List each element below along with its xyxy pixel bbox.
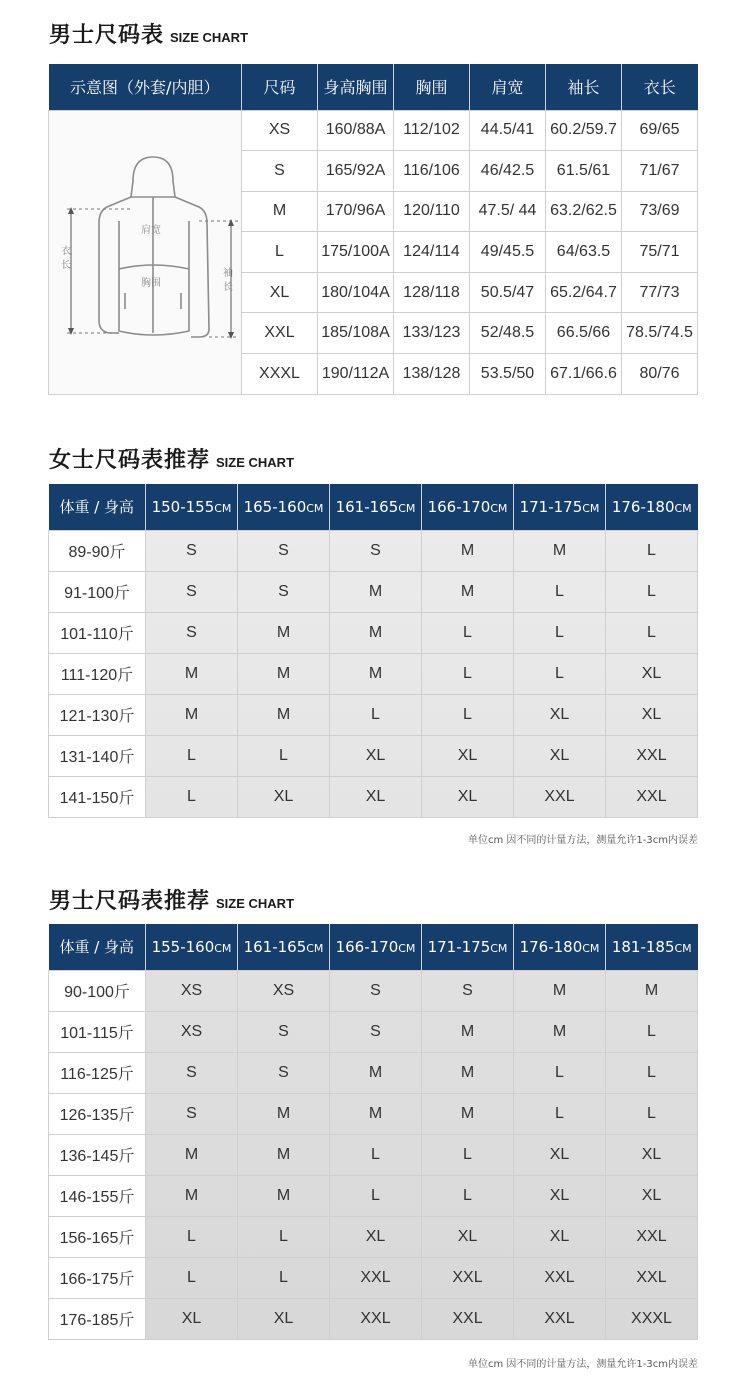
women-recommend-title-cn: 女士尺码表推荐 <box>49 448 211 473</box>
weight-cell: 146-155斤 <box>49 1175 146 1216</box>
measure-cell: 138/128 <box>394 353 470 394</box>
measure-cell: 47.5/ 44 <box>470 191 546 232</box>
women-recommend-header-row <box>49 484 698 530</box>
men-recommend-note: 单位cm 因不同的计量方法，测量允许1-3cm内误差 <box>468 1359 698 1370</box>
measure-cell: 128/118 <box>394 272 470 313</box>
table-row <box>49 571 698 612</box>
size-cell: L <box>238 1216 330 1257</box>
size-cell: XXL <box>514 1257 606 1298</box>
size-cell: XXXL <box>242 353 318 394</box>
measure-cell: 165/92A <box>318 151 394 192</box>
men-size-chart-title-en: SIZE CHART <box>170 30 249 45</box>
table-row <box>49 612 698 653</box>
length-label: 衣 长 <box>61 245 71 271</box>
weight-cell: 131-140斤 <box>49 735 146 776</box>
size-cell: M <box>146 694 238 735</box>
size-cell: XL <box>606 653 698 694</box>
men-recommend-title-cn: 男士尺码表推荐 <box>49 889 211 914</box>
chest-label: 胸围 <box>141 277 161 289</box>
measure-cell: 180/104A <box>318 272 394 313</box>
table-row <box>49 1216 698 1257</box>
men_rec-corner-header: 体重 / 身高 <box>49 924 146 970</box>
size-cell: XXL <box>606 1257 698 1298</box>
height-range: 176-180 <box>611 497 675 516</box>
size-cell: XS <box>242 110 318 151</box>
weight-cell: 156-165斤 <box>49 1216 146 1257</box>
size-cell: L <box>146 735 238 776</box>
table-row <box>49 1175 698 1216</box>
height-range: 181-185 <box>611 937 675 956</box>
size-cell: M <box>330 571 422 612</box>
weight-cell: 91-100斤 <box>49 571 146 612</box>
women-recommend-note: 单位cm 因不同的计量方法，测量允许1-3cm内误差 <box>468 835 698 846</box>
measure-cell: 66.5/66 <box>546 313 622 354</box>
height-unit: CM <box>214 501 232 515</box>
men-size-chart-table <box>48 64 698 395</box>
size-cell: L <box>238 1257 330 1298</box>
size-cell: S <box>146 530 238 571</box>
table-row <box>49 1052 698 1093</box>
size-cell: L <box>514 571 606 612</box>
size-cell: XXL <box>606 735 698 776</box>
table-row <box>49 970 698 1011</box>
size-cell: M <box>330 653 422 694</box>
size-cell: S <box>238 571 330 612</box>
measure-cell: 60.2/59.7 <box>546 110 622 151</box>
height-range: 166-170 <box>335 937 399 956</box>
measure-cell: 44.5/41 <box>470 110 546 151</box>
size-cell: L <box>146 1216 238 1257</box>
table-row <box>49 1011 698 1052</box>
height-unit: CM <box>306 941 324 955</box>
women-recommend-table <box>48 484 698 818</box>
men_rec-height-header-3 <box>422 924 514 970</box>
size-cell: S <box>422 970 514 1011</box>
measure-cell: 124/114 <box>394 232 470 273</box>
women_rec-corner-header: 体重 / 身高 <box>49 484 146 530</box>
size-cell: S <box>242 151 318 192</box>
measure-cell: 77/73 <box>622 272 698 313</box>
men-size-chart-title-cn: 男士尺码表 <box>49 23 165 48</box>
size-cell: XL <box>422 776 514 817</box>
height-range: 171-175 <box>427 937 491 956</box>
height-range: 155-160 <box>151 937 215 956</box>
height-unit: CM <box>398 501 416 515</box>
men_rec-height-header-5 <box>606 924 698 970</box>
men-chart-header-3: 胸围 <box>394 64 470 110</box>
measure-cell: 64/63.5 <box>546 232 622 273</box>
size-cell: L <box>606 1011 698 1052</box>
size-cell: L <box>422 694 514 735</box>
size-cell: L <box>514 653 606 694</box>
measure-cell: 185/108A <box>318 313 394 354</box>
size-cell: S <box>238 530 330 571</box>
height-range: 161-165 <box>243 937 307 956</box>
size-cell: XXL <box>514 1298 606 1339</box>
size-cell: M <box>422 530 514 571</box>
size-cell: XXL <box>422 1257 514 1298</box>
women_rec-height-header-5 <box>606 484 698 530</box>
size-cell: XL <box>514 1134 606 1175</box>
men_rec-height-header-4 <box>514 924 606 970</box>
table-row <box>49 653 698 694</box>
women_rec-height-header-2 <box>330 484 422 530</box>
men-chart-header-6: 衣长 <box>622 64 698 110</box>
table-row <box>49 1134 698 1175</box>
size-cell: M <box>514 970 606 1011</box>
table-row <box>49 530 698 571</box>
size-cell: M <box>422 1052 514 1093</box>
men-recommend-title-en: SIZE CHART <box>216 896 295 911</box>
measure-cell: 190/112A <box>318 353 394 394</box>
measure-cell: 50.5/47 <box>470 272 546 313</box>
size-cell: M <box>238 612 330 653</box>
size-cell: M <box>606 970 698 1011</box>
height-unit: CM <box>674 941 692 955</box>
height-unit: CM <box>582 941 600 955</box>
measure-cell: 63.2/62.5 <box>546 191 622 232</box>
size-cell: L <box>606 1093 698 1134</box>
size-cell: M <box>514 1011 606 1052</box>
size-cell: XXL <box>330 1298 422 1339</box>
women-recommend-title <box>49 443 294 474</box>
women-recommend-title-en: SIZE CHART <box>216 455 295 470</box>
size-cell: XL <box>514 1175 606 1216</box>
size-cell: L <box>606 612 698 653</box>
size-cell: S <box>146 1052 238 1093</box>
size-cell: M <box>238 694 330 735</box>
measure-cell: 67.1/66.6 <box>546 353 622 394</box>
weight-cell: 89-90斤 <box>49 530 146 571</box>
men-recommend-header-row <box>49 924 698 970</box>
size-cell: XXL <box>422 1298 514 1339</box>
size-cell: XXL <box>606 776 698 817</box>
measure-cell: 69/65 <box>622 110 698 151</box>
height-range: 171-175 <box>519 497 583 516</box>
weight-cell: 136-145斤 <box>49 1134 146 1175</box>
measure-cell: 71/67 <box>622 151 698 192</box>
measure-cell: 46/42.5 <box>470 151 546 192</box>
size-cell: L <box>330 1134 422 1175</box>
men-size-chart-title <box>49 18 248 49</box>
men-chart-header-1: 尺码 <box>242 64 318 110</box>
height-unit: CM <box>582 501 600 515</box>
weight-cell: 126-135斤 <box>49 1093 146 1134</box>
size-cell: XL <box>422 735 514 776</box>
measure-cell: 80/76 <box>622 353 698 394</box>
size-cell: S <box>330 970 422 1011</box>
size-cell: XL <box>242 272 318 313</box>
height-unit: CM <box>214 941 232 955</box>
size-cell: XL <box>514 735 606 776</box>
men-chart-header-0: 示意图（外套/内胆） <box>49 64 242 110</box>
size-cell: XS <box>238 970 330 1011</box>
size-cell: S <box>330 1011 422 1052</box>
table-row <box>49 735 698 776</box>
size-cell: S <box>238 1011 330 1052</box>
women_rec-height-header-4 <box>514 484 606 530</box>
height-range: 150-155 <box>151 497 215 516</box>
size-cell: XL <box>238 1298 330 1339</box>
size-cell: L <box>514 1093 606 1134</box>
size-cell: XXL <box>514 776 606 817</box>
size-cell: XL <box>514 694 606 735</box>
size-cell: M <box>146 1175 238 1216</box>
size-cell: M <box>330 612 422 653</box>
size-cell: XXL <box>606 1216 698 1257</box>
size-cell: M <box>422 1093 514 1134</box>
size-cell: XL <box>146 1298 238 1339</box>
table-row <box>49 1257 698 1298</box>
women_rec-height-header-3 <box>422 484 514 530</box>
men-chart-header-2: 身高胸围 <box>318 64 394 110</box>
measure-cell: 49/45.5 <box>470 232 546 273</box>
size-cell: L <box>242 232 318 273</box>
size-cell: M <box>238 1093 330 1134</box>
men-recommend-title <box>49 884 294 915</box>
size-cell: L <box>238 735 330 776</box>
size-cell: L <box>606 571 698 612</box>
measure-cell: 175/100A <box>318 232 394 273</box>
size-cell: L <box>514 1052 606 1093</box>
measure-cell: 53.5/50 <box>470 353 546 394</box>
men-chart-header-5: 袖长 <box>546 64 622 110</box>
size-cell: M <box>238 653 330 694</box>
women_rec-height-header-0 <box>146 484 238 530</box>
size-cell: XS <box>146 1011 238 1052</box>
measure-cell: 170/96A <box>318 191 394 232</box>
measure-cell: 120/110 <box>394 191 470 232</box>
size-cell: S <box>330 530 422 571</box>
weight-cell: 121-130斤 <box>49 694 146 735</box>
size-cell: S <box>146 612 238 653</box>
weight-cell: 176-185斤 <box>49 1298 146 1339</box>
men-size-chart-header-row <box>49 64 698 110</box>
measure-cell: 78.5/74.5 <box>622 313 698 354</box>
measure-cell: 112/102 <box>394 110 470 151</box>
height-range: 176-180 <box>519 937 583 956</box>
size-cell: S <box>238 1052 330 1093</box>
table-row <box>49 1298 698 1339</box>
size-cell: M <box>422 1011 514 1052</box>
size-cell: L <box>422 612 514 653</box>
size-cell: L <box>330 694 422 735</box>
size-cell: M <box>242 191 318 232</box>
size-cell: M <box>330 1093 422 1134</box>
height-unit: CM <box>490 941 508 955</box>
men_rec-height-header-2 <box>330 924 422 970</box>
size-cell: M <box>330 1052 422 1093</box>
measure-cell: 65.2/64.7 <box>546 272 622 313</box>
women_rec-height-header-1 <box>238 484 330 530</box>
size-cell: L <box>146 776 238 817</box>
measure-cell: 52/48.5 <box>470 313 546 354</box>
height-unit: CM <box>674 501 692 515</box>
height-unit: CM <box>306 501 324 515</box>
jacket-diagram-icon <box>49 111 241 389</box>
size-cell: XXXL <box>606 1298 698 1339</box>
weight-cell: 141-150斤 <box>49 776 146 817</box>
table-row <box>49 110 698 151</box>
size-cell: L <box>330 1175 422 1216</box>
measure-cell: 61.5/61 <box>546 151 622 192</box>
men_rec-height-header-0 <box>146 924 238 970</box>
size-cell: L <box>422 653 514 694</box>
weight-cell: 101-115斤 <box>49 1011 146 1052</box>
measure-cell: 75/71 <box>622 232 698 273</box>
size-cell: S <box>146 1093 238 1134</box>
height-range: 161-165 <box>335 497 399 516</box>
size-cell: XL <box>606 1134 698 1175</box>
height-unit: CM <box>398 941 416 955</box>
weight-cell: 116-125斤 <box>49 1052 146 1093</box>
sleeve-label: 袖 长 <box>223 267 233 293</box>
size-cell: XL <box>330 1216 422 1257</box>
size-cell: L <box>422 1175 514 1216</box>
height-unit: CM <box>490 501 508 515</box>
size-cell: S <box>146 571 238 612</box>
table-row <box>49 776 698 817</box>
size-cell: L <box>606 530 698 571</box>
weight-cell: 166-175斤 <box>49 1257 146 1298</box>
men-recommend-table <box>48 924 698 1340</box>
size-cell: L <box>606 1052 698 1093</box>
size-cell: XL <box>606 1175 698 1216</box>
size-cell: XL <box>238 776 330 817</box>
height-range: 166-170 <box>427 497 491 516</box>
measure-cell: 160/88A <box>318 110 394 151</box>
jacket-diagram-cell <box>49 110 242 394</box>
size-cell: XL <box>330 776 422 817</box>
height-range: 165-160 <box>243 497 307 516</box>
weight-cell: 90-100斤 <box>49 970 146 1011</box>
size-cell: L <box>146 1257 238 1298</box>
size-cell: XL <box>606 694 698 735</box>
size-cell: XL <box>514 1216 606 1257</box>
size-cell: L <box>422 1134 514 1175</box>
table-row <box>49 1093 698 1134</box>
size-cell: M <box>146 1134 238 1175</box>
size-cell: XL <box>330 735 422 776</box>
men-chart-header-4: 肩宽 <box>470 64 546 110</box>
size-cell: XXL <box>242 313 318 354</box>
size-cell: XS <box>146 970 238 1011</box>
weight-cell: 111-120斤 <box>49 653 146 694</box>
measure-cell: 133/123 <box>394 313 470 354</box>
size-cell: XXL <box>330 1257 422 1298</box>
measure-cell: 73/69 <box>622 191 698 232</box>
size-cell: M <box>514 530 606 571</box>
size-cell: M <box>422 571 514 612</box>
size-cell: M <box>146 653 238 694</box>
weight-cell: 101-110斤 <box>49 612 146 653</box>
men_rec-height-header-1 <box>238 924 330 970</box>
size-cell: XL <box>422 1216 514 1257</box>
size-cell: M <box>238 1175 330 1216</box>
measure-cell: 116/106 <box>394 151 470 192</box>
shoulder-label: 肩宽 <box>141 224 161 236</box>
table-row <box>49 694 698 735</box>
size-cell: M <box>238 1134 330 1175</box>
size-cell: L <box>514 612 606 653</box>
